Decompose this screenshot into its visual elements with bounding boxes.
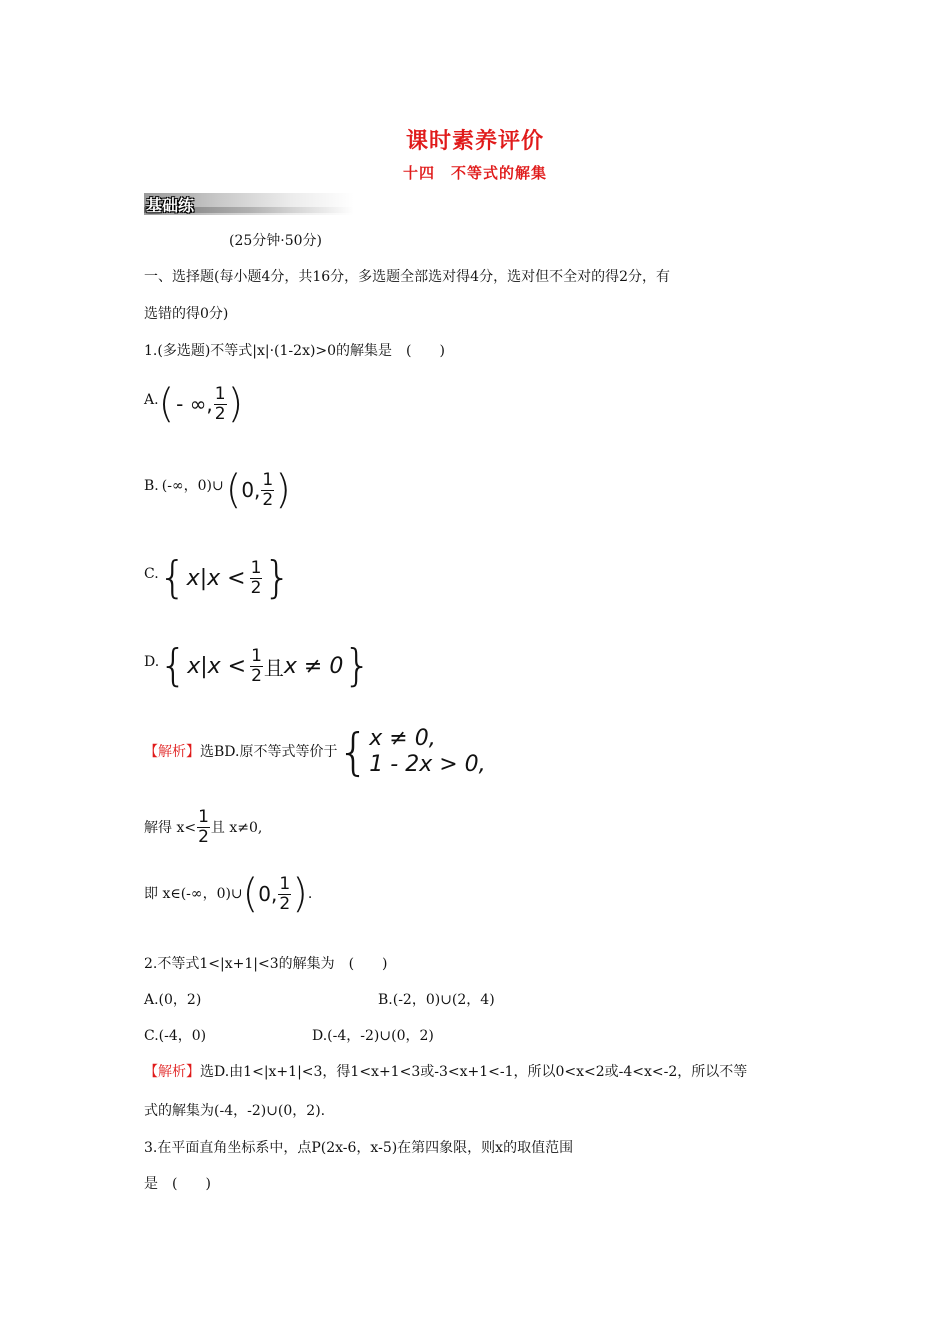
- left-paren: (: [242, 871, 259, 917]
- q1-stem: 1.(多选题)不等式|x|·(1-2x)>0的解集是 ( ): [144, 343, 445, 359]
- left-paren: (: [158, 381, 175, 427]
- q1-option-d-label: D.: [144, 654, 160, 670]
- right-paren: ): [227, 381, 244, 427]
- q1-option-d-tail: 且: [263, 655, 284, 680]
- analysis-tag: 【解析】: [144, 1064, 200, 1080]
- right-brace: }: [263, 552, 292, 603]
- fraction-one-half: [250, 559, 263, 598]
- frac-denominator: 2: [214, 403, 226, 424]
- equation-system: [369, 726, 485, 778]
- frac-numerator: 1: [262, 469, 274, 490]
- system-line-2: 1 - 2x > 0,: [369, 752, 486, 777]
- q1-option-a[interactable]: [144, 381, 244, 427]
- left-brace: {: [158, 552, 187, 603]
- q1-option-b-label: B.: [144, 478, 159, 494]
- q1-option-c-math: x|x <: [186, 565, 246, 591]
- frac-numerator: 1: [198, 807, 209, 827]
- q2-option-b[interactable]: B.(-2，0)∪(2，4): [378, 992, 495, 1008]
- q1-option-d-math: x|x <: [187, 653, 247, 679]
- q1-option-c-label: C.: [144, 566, 159, 582]
- part1-intro-line1: 一、选择题(每小题4分，共16分，多选题全部选对得4分，选对但不全对的得2分，有: [144, 269, 670, 285]
- frac-denominator: 2: [279, 893, 291, 914]
- q2-option-d[interactable]: D.(-4，-2)∪(0，2): [312, 1028, 434, 1044]
- frac-numerator: 1: [214, 383, 226, 404]
- fraction-one-half: [214, 385, 227, 424]
- q1-option-c[interactable]: [144, 552, 292, 603]
- q1-result-prefix: 即 x∈(-∞，0)∪: [144, 886, 243, 902]
- section-tag-label: 基础练: [146, 196, 195, 215]
- right-paren: ): [292, 871, 308, 917]
- q1-result-math: 0,: [258, 882, 278, 906]
- fraction-one-half: [197, 808, 210, 847]
- q1-analysis: [144, 723, 486, 781]
- frac-denominator: 2: [251, 665, 262, 686]
- q1-option-a-label: A.: [144, 392, 159, 408]
- frac-numerator: 1: [279, 873, 291, 894]
- q1-result-end: .: [307, 886, 313, 902]
- frac-denominator: 2: [262, 489, 274, 510]
- fraction-one-half: [250, 647, 263, 686]
- q2-analysis-line2: 式的解集为(-4，-2)∪(0，2).: [144, 1103, 326, 1119]
- q1-solve-prefix: 解得 x<: [144, 819, 197, 836]
- q2-analysis-line1: [144, 1062, 747, 1082]
- q2-option-a[interactable]: A.(0，2): [144, 992, 202, 1008]
- q1-solve-line: [144, 808, 262, 847]
- frac-numerator: 1: [250, 557, 262, 578]
- right-brace: }: [343, 640, 372, 691]
- q1-analysis-text: 选BD.原不等式等价于: [200, 744, 338, 760]
- frac-denominator: 2: [250, 577, 262, 598]
- q1-option-b-prefix: (-∞，0)∪: [161, 478, 224, 494]
- q2-analysis-text: 选D.由1<|x+1|<3，得1<x+1<3或-3<x+1<-1，所以0<x<2或-4<x<-2，所以不等: [200, 1064, 748, 1080]
- page-title: 课时素养评价: [405, 129, 544, 154]
- q1-option-b[interactable]: [144, 467, 291, 513]
- page-subtitle: 十四 不等式的解集: [402, 164, 547, 182]
- left-paren: (: [225, 467, 242, 513]
- right-paren: ): [275, 467, 291, 513]
- q2-stem: 2.不等式1<|x+1|<3的解集为 ( ): [144, 956, 388, 972]
- time-note: (25分钟·50分): [229, 233, 323, 249]
- q1-option-d[interactable]: [144, 640, 372, 691]
- q1-solve-suffix: 且 x≠0,: [210, 819, 263, 836]
- left-brace: {: [159, 640, 188, 691]
- q2-option-c[interactable]: C.(-4，0): [144, 1028, 207, 1044]
- analysis-tag: 【解析】: [144, 744, 200, 760]
- q1-result-line: [144, 871, 313, 917]
- q3-stem-line1: 3.在平面直角坐标系中，点P(2x-6，x-5)在第四象限，则x的取值范围: [144, 1140, 574, 1156]
- section-tag: [144, 193, 354, 215]
- q3-stem-line2: 是 ( ): [144, 1176, 211, 1192]
- fraction-one-half: [261, 471, 274, 510]
- fraction-one-half: [278, 875, 291, 914]
- q1-option-d-tail2: x ≠ 0: [283, 653, 344, 679]
- part1-intro-line2: 选错的得0分): [144, 306, 229, 322]
- system-line-1: x ≠ 0,: [369, 726, 436, 751]
- q1-option-a-math: - ∞,: [176, 392, 213, 416]
- system-brace: {: [337, 723, 370, 781]
- frac-denominator: 2: [198, 827, 209, 847]
- q1-option-b-math: 0,: [241, 478, 261, 502]
- frac-numerator: 1: [251, 645, 262, 666]
